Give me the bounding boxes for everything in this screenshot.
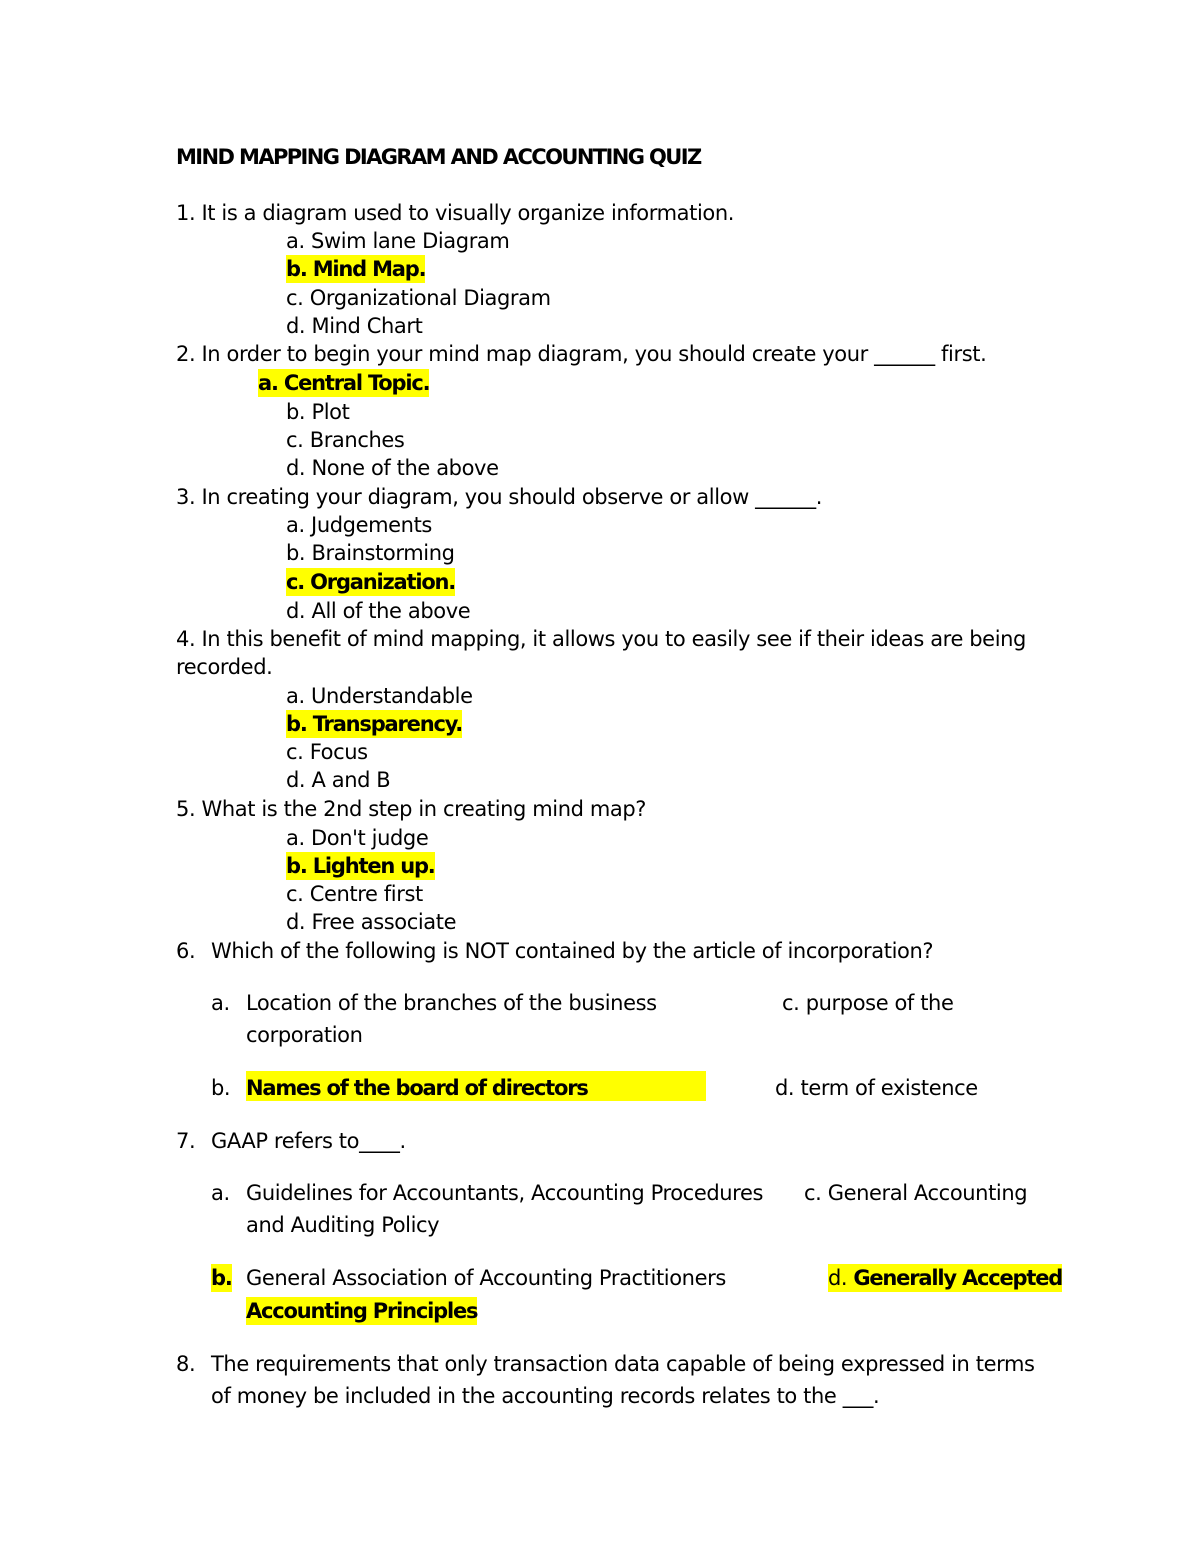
question-7: GAAP refers to____. bbox=[211, 1129, 406, 1153]
q6-option-a-line-2: corporation bbox=[246, 1023, 363, 1047]
question-8-line-1: The requirements that only transaction data capable of being expressed in terms bbox=[211, 1352, 1035, 1376]
q2-option-b: b. Plot bbox=[286, 400, 350, 424]
q2-option-c: c. Branches bbox=[286, 428, 405, 452]
question-3: 3. In creating your diagram, you should observe or allow ______. bbox=[176, 485, 823, 509]
q6-option-d: d. term of existence bbox=[775, 1076, 978, 1100]
question-6-number: 6. bbox=[176, 939, 196, 963]
q3-option-d: d. All of the above bbox=[286, 599, 471, 623]
q4-option-d: d. A and B bbox=[286, 768, 391, 792]
q1-option-d: d. Mind Chart bbox=[286, 314, 423, 338]
question-2: 2. In order to begin your mind map diagram, you should create your ______ first. bbox=[176, 342, 987, 366]
q6-option-b-letter: b. bbox=[211, 1076, 231, 1100]
question-7-number: 7. bbox=[176, 1129, 196, 1153]
q6-option-a-letter: a. bbox=[211, 991, 230, 1015]
question-4-line-2: recorded. bbox=[176, 655, 273, 679]
question-6: Which of the following is NOT contained by the article of incorporation? bbox=[211, 939, 934, 963]
question-4-line-1: 4. In this benefit of mind mapping, it allows you to easily see if their ideas are being bbox=[176, 627, 1026, 651]
q5-option-c: c. Centre first bbox=[286, 882, 423, 906]
q3-option-c-answer: c. Organization. bbox=[286, 570, 456, 594]
q7-option-a-line-2: and Auditing Policy bbox=[246, 1213, 440, 1237]
q4-option-a: a. Understandable bbox=[286, 684, 473, 708]
q5-option-a: a. Don't judge bbox=[286, 826, 429, 850]
q1-option-b-answer: b. Mind Map. bbox=[286, 257, 426, 281]
q7-option-c: c. General Accounting bbox=[804, 1181, 1028, 1205]
q7-option-d-letter: d. bbox=[828, 1266, 848, 1290]
q6-option-a-line-1: Location of the branches of the business bbox=[246, 991, 657, 1015]
question-5: 5. What is the 2nd step in creating mind map? bbox=[176, 797, 647, 821]
q7-option-d-line-2-answer: Accounting Principles bbox=[246, 1299, 478, 1323]
q1-option-a: a. Swim lane Diagram bbox=[286, 229, 510, 253]
q5-option-d: d. Free associate bbox=[286, 910, 457, 934]
q6-option-c: c. purpose of the bbox=[782, 991, 954, 1015]
q2-option-a-answer: a. Central Topic. bbox=[258, 371, 430, 395]
q4-option-b-answer: b. Transparency. bbox=[286, 712, 463, 736]
q5-option-b-answer: b. Lighten up. bbox=[286, 854, 435, 878]
q3-option-a: a. Judgements bbox=[286, 513, 432, 537]
q7-option-b: General Association of Accounting Practitioners bbox=[246, 1266, 726, 1290]
q7-option-a-letter: a. bbox=[211, 1181, 230, 1205]
question-8-number: 8. bbox=[176, 1352, 196, 1376]
question-8-line-2: of money be included in the accounting records relates to the ___. bbox=[211, 1384, 880, 1408]
q1-option-c: c. Organizational Diagram bbox=[286, 286, 551, 310]
q2-option-d: d. None of the above bbox=[286, 456, 499, 480]
q7-option-b-letter: b. bbox=[211, 1266, 232, 1290]
q3-option-b: b. Brainstorming bbox=[286, 541, 455, 565]
page-title: MIND MAPPING DIAGRAM AND ACCOUNTING QUIZ bbox=[176, 145, 701, 169]
q7-option-d-line-1-answer bbox=[828, 1264, 1062, 1292]
q7-option-a-line-1: Guidelines for Accountants, Accounting Procedures bbox=[246, 1181, 764, 1205]
q4-option-c: c. Focus bbox=[286, 740, 368, 764]
question-1: 1. It is a diagram used to visually organize information. bbox=[176, 201, 735, 225]
q6-option-b-answer: Names of the board of directors bbox=[246, 1076, 588, 1100]
q7-option-d-text: Generally Accepted bbox=[853, 1266, 1063, 1290]
